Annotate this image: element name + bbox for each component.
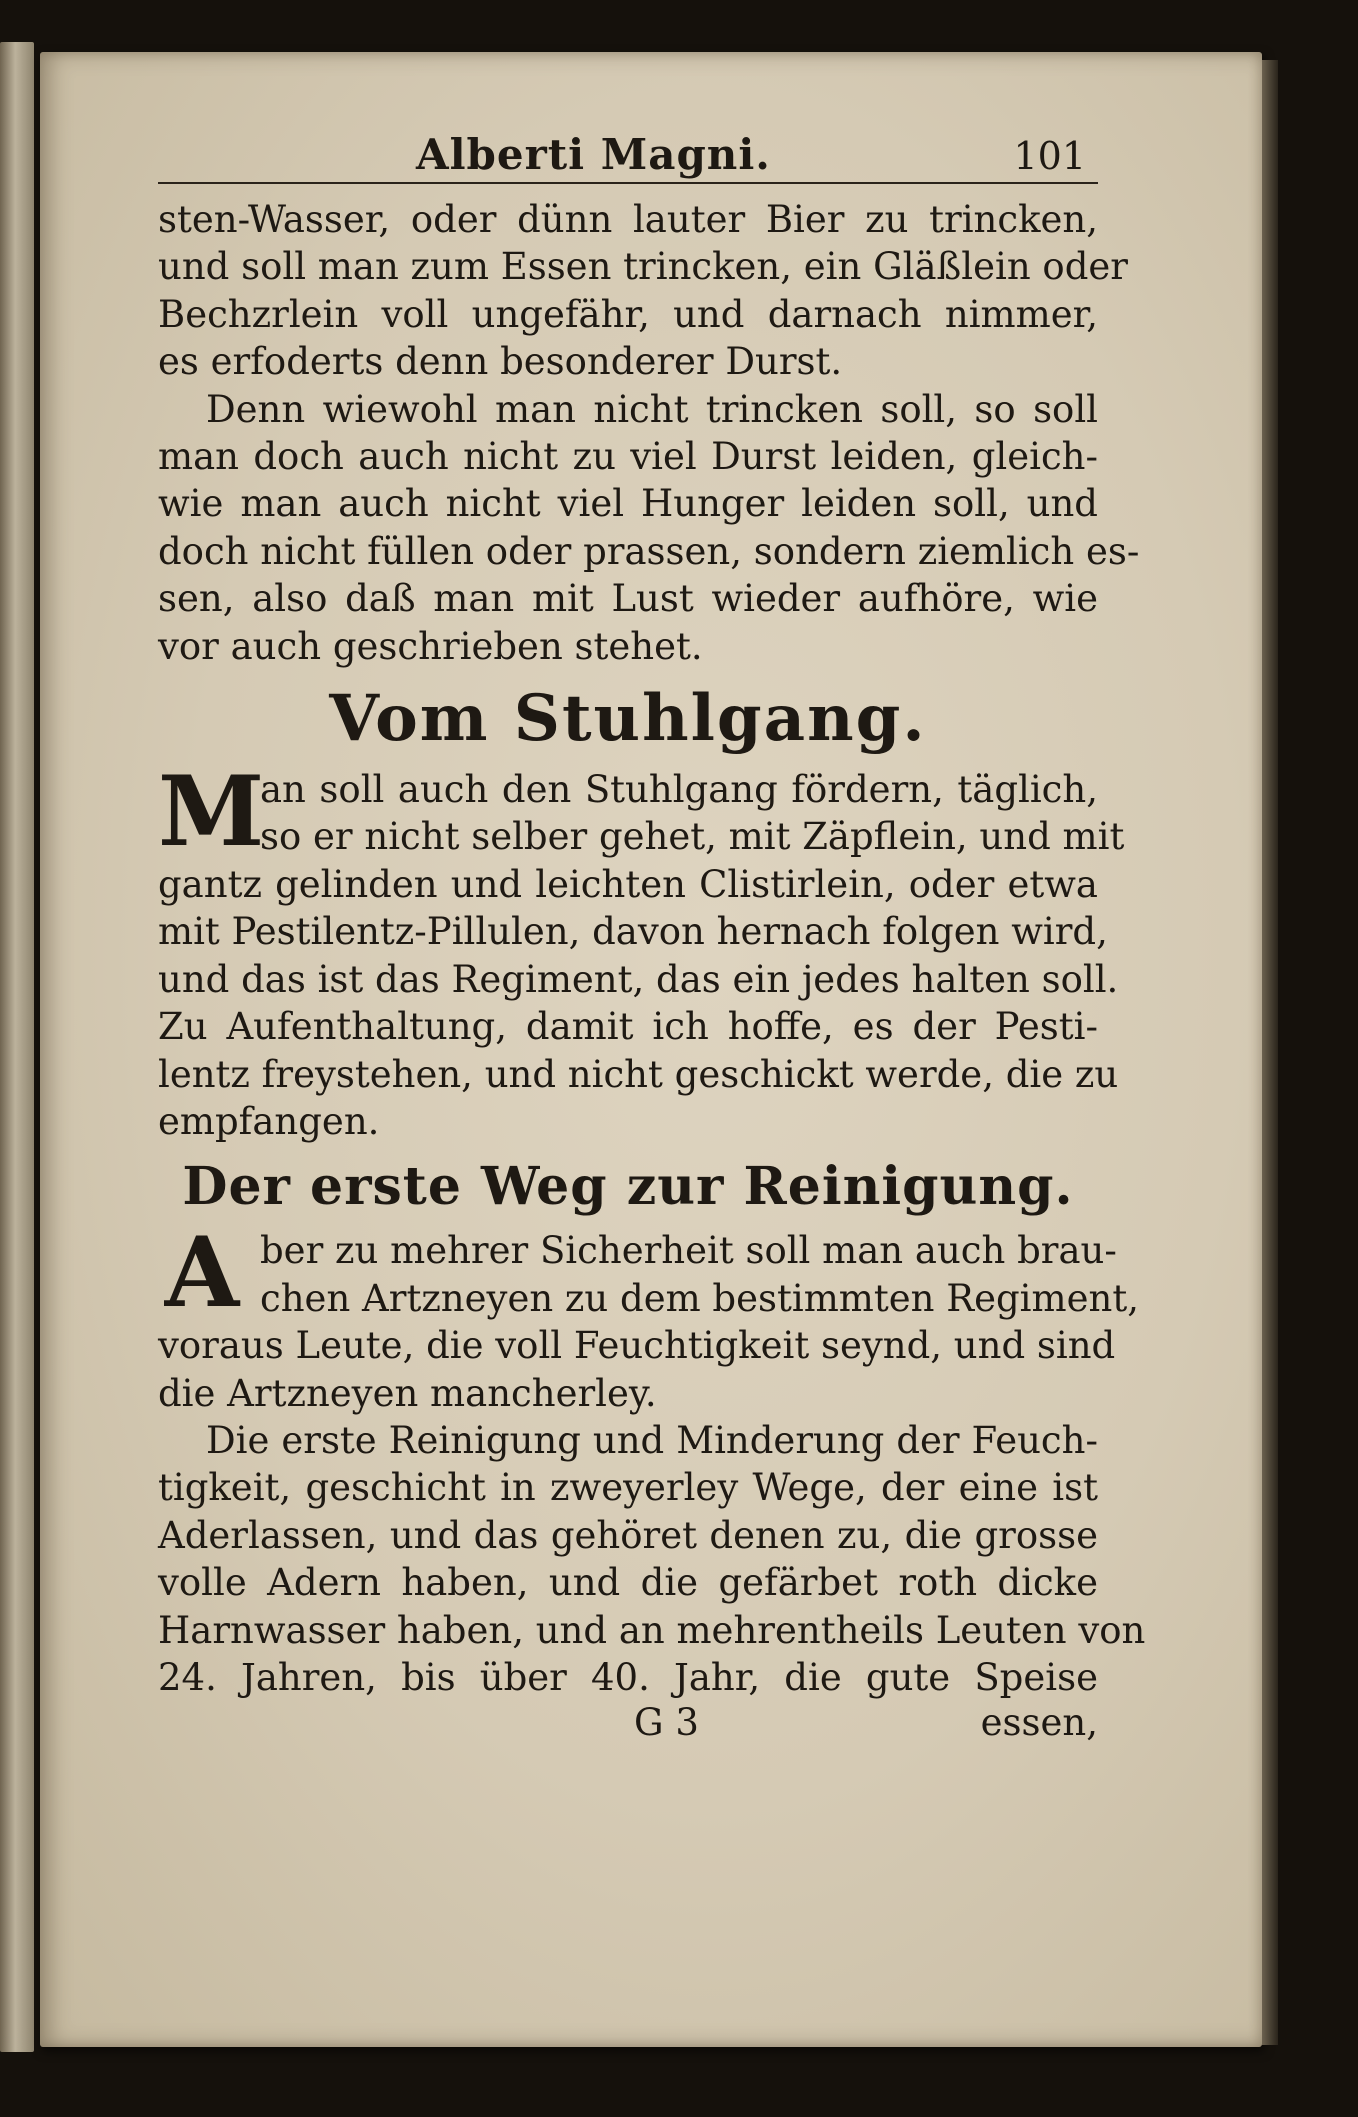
- text-line: Denn wiewohl man nicht trincken soll, so soll: [206, 387, 1098, 431]
- page-number: 101: [1013, 134, 1086, 178]
- drop-cap: M: [158, 755, 265, 869]
- text-line: vor auch geschrieben stehet.: [158, 624, 703, 668]
- text-line: tigkeit, geschicht in zweyerley Wege, der eine ist: [158, 1466, 1098, 1510]
- text-line: und das ist das Regiment, das ein jedes halten soll.: [158, 957, 1119, 1001]
- text-line: voraus Leute, die voll Feuchtigkeit seynd, und sind: [158, 1324, 1116, 1368]
- paragraph-reinigung: [158, 1216, 1139, 1417]
- text-line: sten-Wasser, oder dünn lauter Bier zu trincken,: [158, 198, 1098, 241]
- text-line: ber zu mehrer Sicherheit soll man auch brau-: [260, 1229, 1117, 1273]
- text-line: an soll auch den Stuhlgang fördern, täglich,: [260, 768, 1098, 812]
- text-line: Die erste Reinigung und Minderung der Feuch-: [206, 1418, 1098, 1462]
- text-line: empfangen.: [158, 1099, 380, 1143]
- text-line: doch nicht füllen oder prassen, sondern ziemlich es-: [158, 529, 1140, 573]
- left-page-edge: [0, 42, 34, 2052]
- text-line: die Artzneyen mancherley.: [158, 1371, 657, 1415]
- paragraph-1: [158, 196, 1128, 386]
- text-line: so er nicht selber gehet, mit Zäpflein, und mit: [260, 815, 1125, 859]
- section-heading-stuhlgang: Vom Stuhlgang.: [329, 681, 927, 757]
- running-head: [158, 122, 1098, 184]
- text-line: man doch auch nicht zu viel Durst leiden, gleich-: [158, 435, 1098, 479]
- page-edge-shadow: [1262, 60, 1278, 2045]
- text-line: Aderlassen, und das gehöret denen zu, die grosse: [158, 1513, 1098, 1557]
- catchword: essen,: [980, 1701, 1098, 1745]
- text-line: chen Artzneyen zu dem bestimmten Regiment,: [260, 1276, 1139, 1320]
- text-line: mit Pestilentz-Pillulen, davon hernach folgen wird,: [158, 910, 1108, 954]
- text-line: gantz gelinden und leichten Clistirlein, oder etwa: [158, 862, 1098, 906]
- paragraph-stuhlgang: [158, 755, 1125, 1145]
- page-footer: [158, 1701, 1098, 1751]
- paragraph-2: [158, 386, 1140, 670]
- text-line: volle Adern haben, und die gefärbet roth dicke: [158, 1561, 1098, 1605]
- text-block: [158, 122, 1146, 1751]
- text-line: Bechzrlein voll ungefähr, und darnach nimmer,: [158, 292, 1098, 336]
- text-line: Zu Aufenthaltung, damit ich hoffe, es der Pesti-: [158, 1005, 1098, 1049]
- section-heading-reinigung: Der erste Weg zur Reinigung.: [182, 1156, 1074, 1218]
- running-title: Alberti Magni.: [416, 130, 771, 179]
- text-line: wie man auch nicht viel Hunger leiden soll, und: [158, 482, 1098, 526]
- text-line: Harnwasser haben, und an mehrentheils Leuten von: [158, 1608, 1146, 1652]
- text-line: und soll man zum Essen trincken, ein Gläßlein oder: [158, 245, 1128, 289]
- signature-mark: G 3: [634, 1701, 699, 1745]
- text-line: es erfoderts denn besonderer Durst.: [158, 340, 843, 384]
- paragraph-aderlassen: [158, 1417, 1146, 1701]
- text-line: 24. Jahren, bis über 40. Jahr, die gute Speise: [158, 1655, 1098, 1699]
- text-line: sen, also daß man mit Lust wieder aufhöre, wie: [158, 577, 1098, 621]
- text-line: lentz freystehen, und nicht geschickt werde, die zu: [158, 1052, 1119, 1096]
- drop-cap: A: [164, 1216, 240, 1330]
